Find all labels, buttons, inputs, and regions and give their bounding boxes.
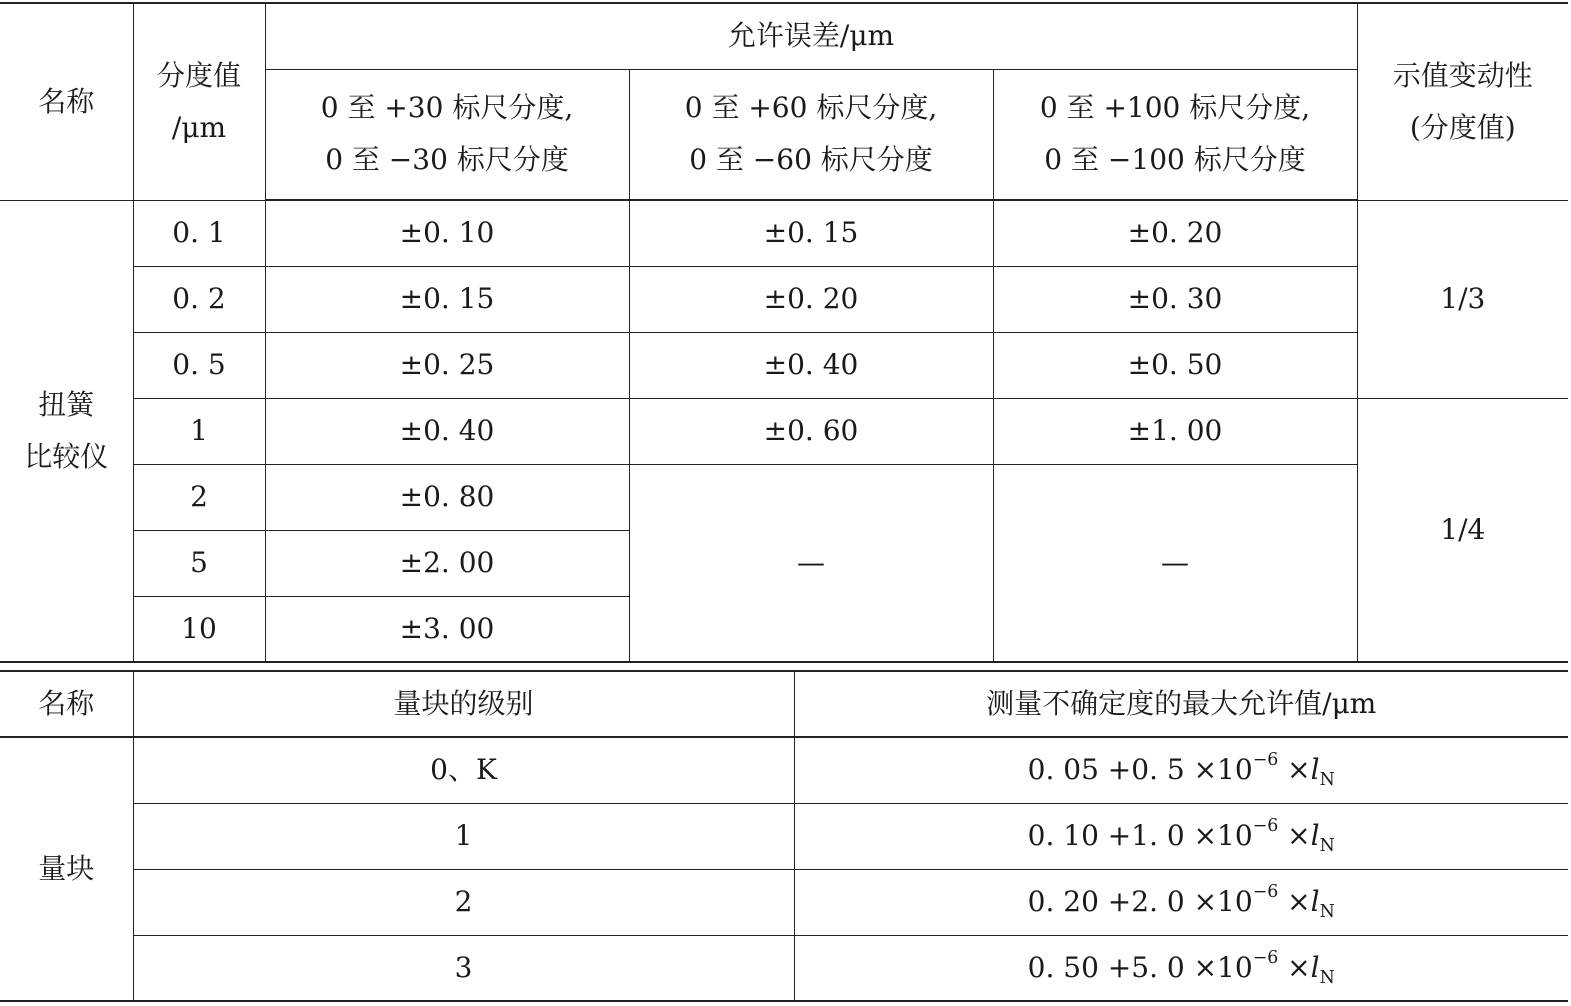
error-100-cell: ±0. 20	[993, 200, 1357, 266]
header-variability	[1357, 3, 1568, 200]
variability-cell: 1/3	[1357, 200, 1568, 398]
range-100-line2: 0 至 −100 标尺分度	[1044, 143, 1306, 177]
division-cell: 0. 5	[133, 332, 265, 398]
header-name: 名称	[0, 3, 133, 200]
range-30-line2: 0 至 −30 标尺分度	[325, 143, 569, 177]
division-cell: 2	[133, 464, 265, 530]
division-cell: 0. 1	[133, 200, 265, 266]
header-division	[133, 3, 265, 200]
header-variability-line1: 示值变动性	[1392, 58, 1533, 92]
uncertainty-cell: 0. 10 +1. $0 \times 10^{-6} \times l_N$	[794, 803, 1568, 869]
division-cell: 10	[133, 596, 265, 662]
division-cell: 5	[133, 530, 265, 596]
error-60-cell: ±0. 15	[629, 200, 993, 266]
division-cell: 0. 2	[133, 266, 265, 332]
division-cell: 1	[133, 398, 265, 464]
error-60-cell: ±0. 40	[629, 332, 993, 398]
header-range-30	[265, 69, 629, 200]
header-division-line2: /μm	[171, 110, 227, 144]
comparator-error-table	[0, 2, 1568, 663]
table-row	[0, 737, 1568, 803]
error-30-cell: ±0. 80	[265, 464, 629, 530]
range-60-line2: 0 至 −60 标尺分度	[689, 143, 933, 177]
header-division-line1: 分度值	[156, 58, 241, 92]
grade-cell: 1	[133, 803, 794, 869]
table-row	[0, 200, 1568, 266]
uncertainty-cell: 0. 20 +2. $0 \times 10^{-6} \times l_N$	[794, 869, 1568, 935]
error-30-cell: ±0. 40	[265, 398, 629, 464]
uncertainty-cell: 0. 50 +5. $0 \times 10^{-6} \times l_N$	[794, 935, 1568, 1001]
variability-cell: 1/4	[1357, 398, 1568, 662]
uncertainty-cell: 0. 05 +0. $5 \times 10^{-6} \times l_N$	[794, 737, 1568, 803]
grade-cell: 0、K	[133, 737, 794, 803]
header-allowed-error: 允许误差/μm	[265, 3, 1357, 69]
header-range-100	[993, 69, 1357, 200]
instrument-name-line1: 扭簧	[38, 387, 95, 421]
error-60-cell: ±0. 20	[629, 266, 993, 332]
error-30-cell: ±2. 00	[265, 530, 629, 596]
instrument-name: 量块	[0, 737, 133, 1001]
error-30-cell: ±3. 00	[265, 596, 629, 662]
header-uncertainty: 测量不确定度的最大允许值/μm	[794, 671, 1568, 737]
error-30-cell: ±0. 25	[265, 332, 629, 398]
table-row	[0, 935, 1568, 1001]
error-100-cell: ±0. 30	[993, 266, 1357, 332]
dash-60-cell: —	[629, 464, 993, 662]
header-range-60	[629, 69, 993, 200]
instrument-name	[0, 200, 133, 662]
table-row	[0, 803, 1568, 869]
range-30-line1: 0 至 +30 标尺分度,	[320, 91, 574, 125]
range-60-line1: 0 至 +60 标尺分度,	[684, 91, 938, 125]
header-variability-line2: (分度值)	[1409, 110, 1516, 144]
table-row	[0, 398, 1568, 464]
dash-100-cell: —	[993, 464, 1357, 662]
table-row	[0, 464, 1568, 530]
table-row	[0, 332, 1568, 398]
error-30-cell: ±0. 15	[265, 266, 629, 332]
error-30-cell: ±0. 10	[265, 200, 629, 266]
error-100-cell: ±0. 50	[993, 332, 1357, 398]
range-100-line1: 0 至 +100 标尺分度,	[1039, 91, 1311, 125]
table-row	[0, 266, 1568, 332]
error-60-cell: ±0. 60	[629, 398, 993, 464]
header-name: 名称	[0, 671, 133, 737]
error-100-cell: ±1. 00	[993, 398, 1357, 464]
instrument-name-line2: 比较仪	[24, 439, 109, 473]
grade-cell: 3	[133, 935, 794, 1001]
table-row	[0, 869, 1568, 935]
grade-cell: 2	[133, 869, 794, 935]
header-grade: 量块的级别	[133, 671, 794, 737]
gauge-block-table	[0, 670, 1568, 1002]
